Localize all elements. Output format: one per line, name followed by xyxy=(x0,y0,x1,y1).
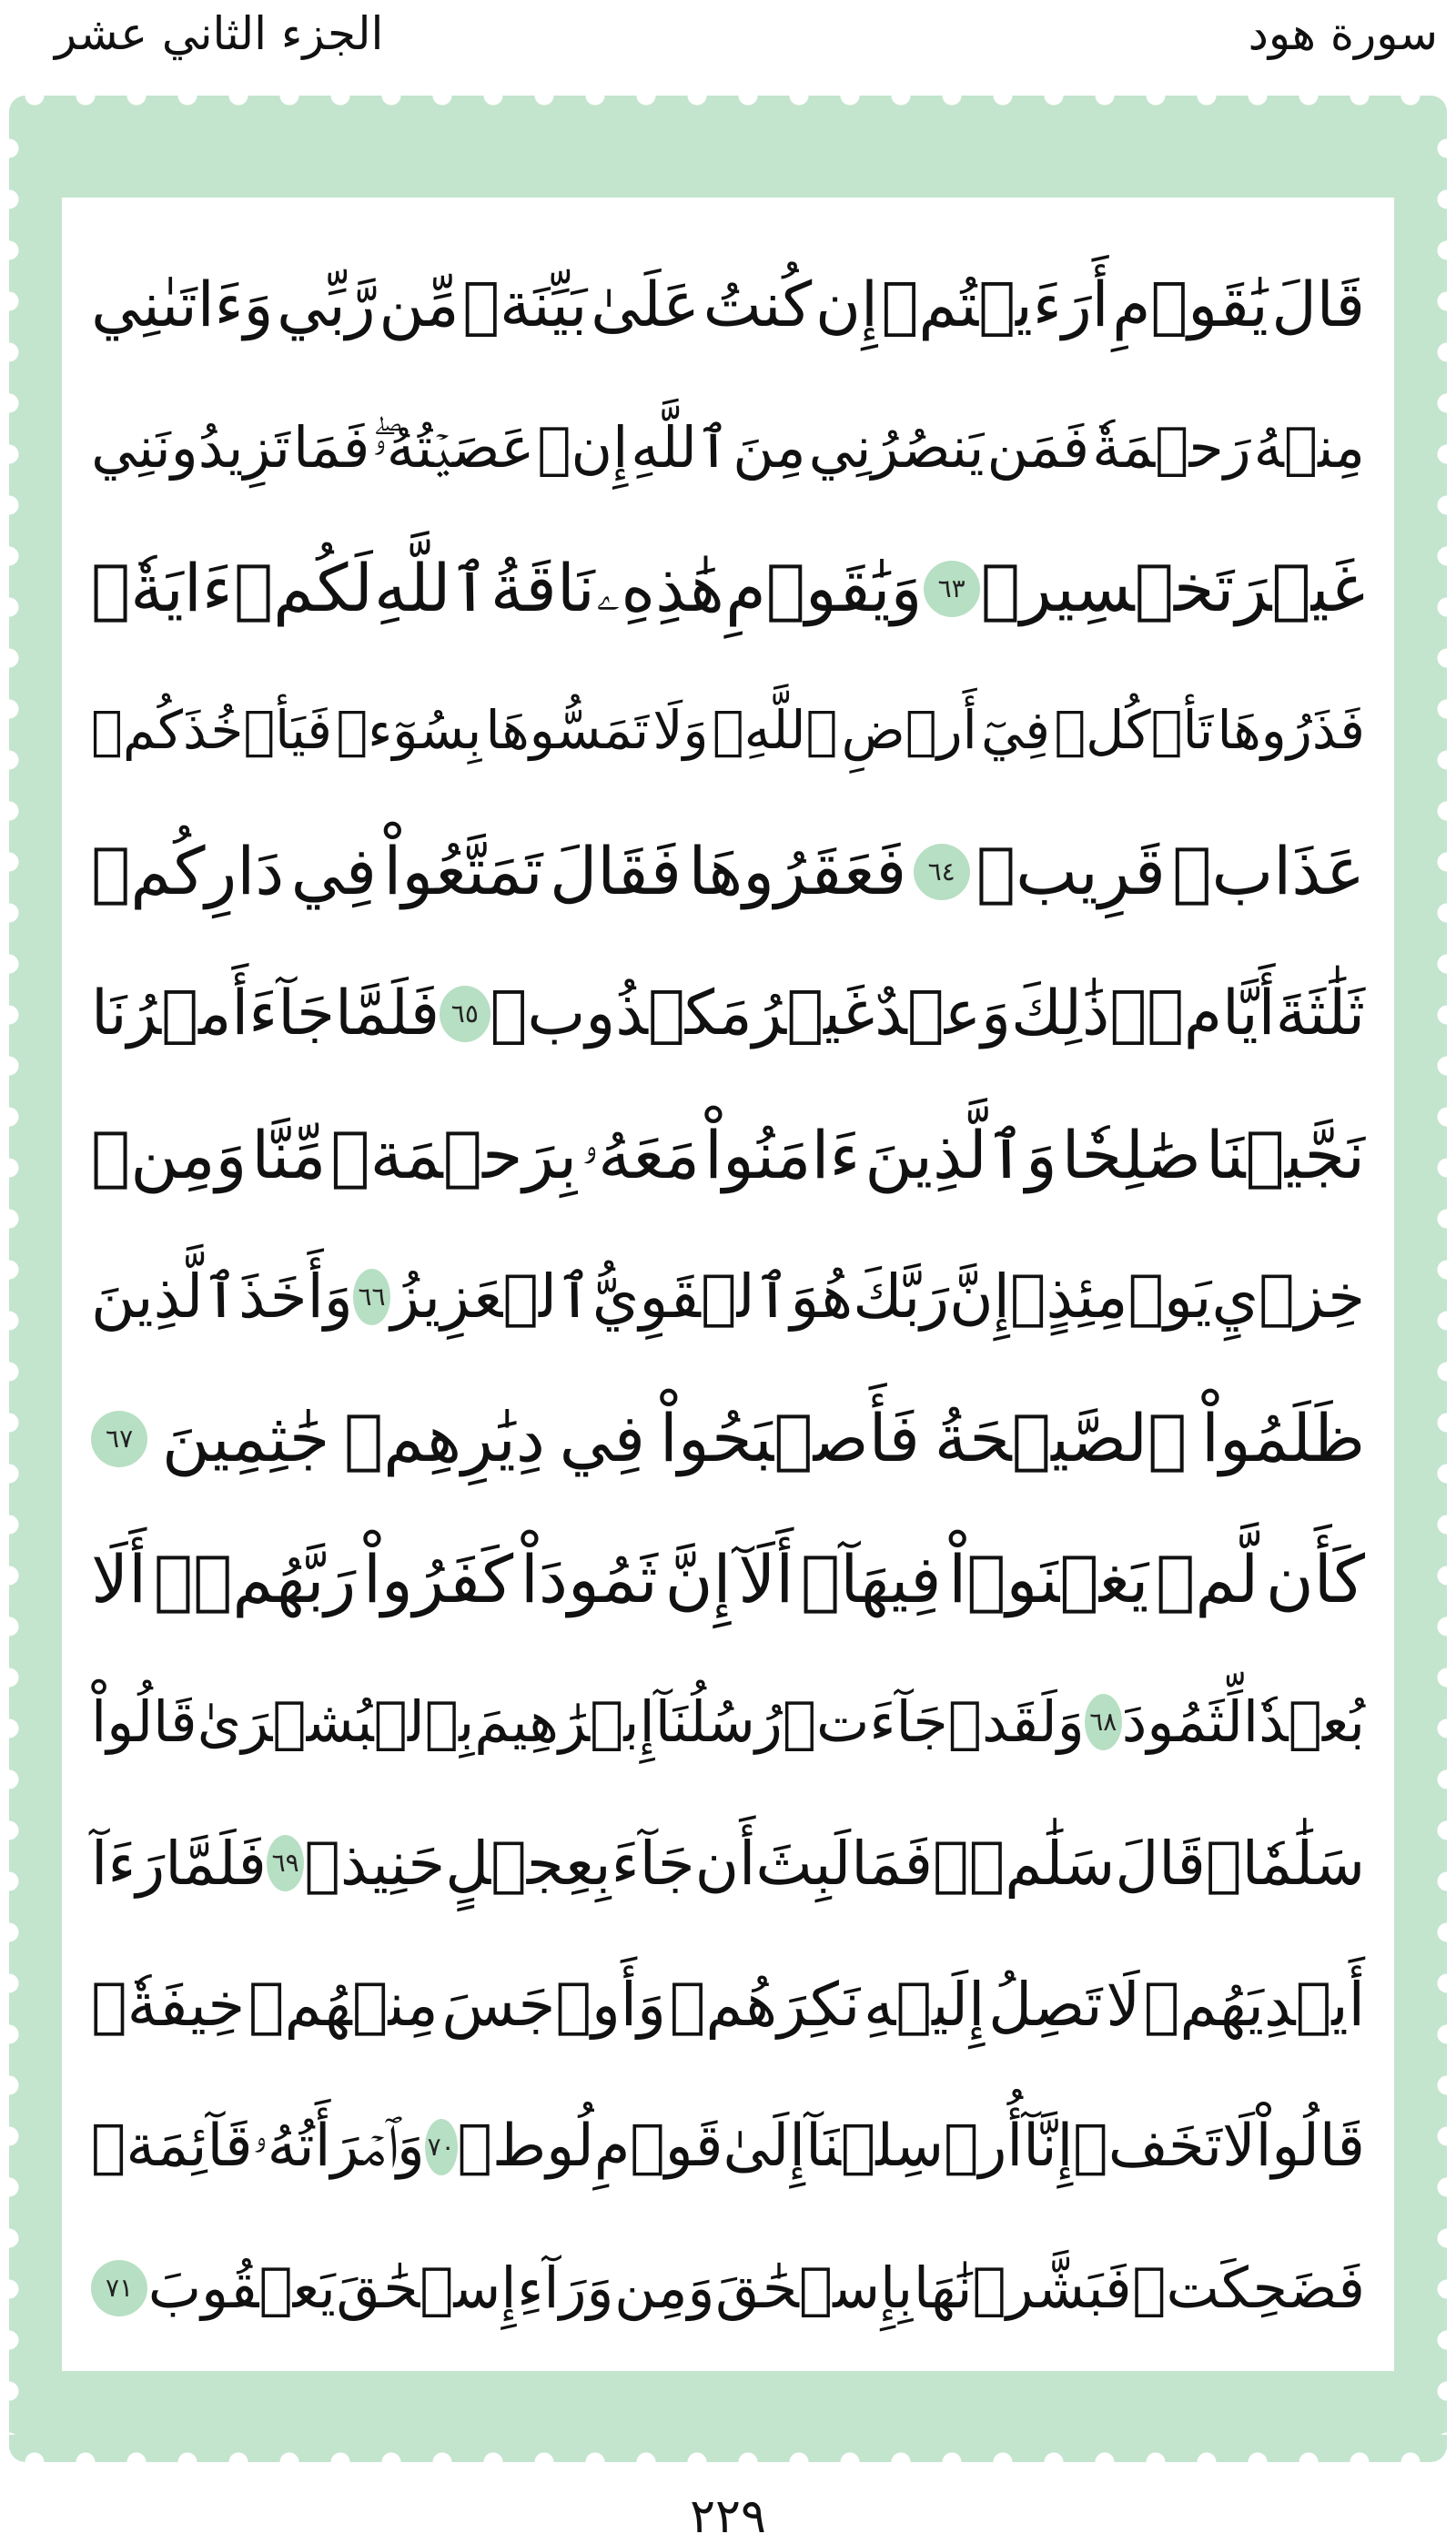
word: قَرِيبٞ xyxy=(976,833,1166,910)
word: سَلَٰمٗاۖ xyxy=(1205,1828,1365,1899)
word: إِنۡ xyxy=(537,413,629,481)
word: فَمَن xyxy=(986,413,1090,481)
word: يَٰقَوۡمِ xyxy=(1112,269,1269,341)
word: وَرَآءِ xyxy=(517,2255,614,2322)
word: ٱللَّهِۖ xyxy=(712,698,838,761)
word: بَيِّنَةٖ xyxy=(462,269,588,341)
word: لَكُمۡ xyxy=(233,550,373,627)
juz-title: الجزء الثاني عشر xyxy=(55,7,384,60)
word: أَن xyxy=(694,1828,756,1899)
word: وَأَوۡجَسَ xyxy=(441,1970,667,2041)
text-line xyxy=(91,1651,1365,1793)
word: مِنۡهُ xyxy=(1253,413,1365,481)
word: لَا xyxy=(1222,2112,1256,2180)
word: ثَلَٰثَةَ xyxy=(1275,977,1365,1049)
word: فَضَحِكَتۡ xyxy=(1132,2255,1365,2322)
word: وَعۡدٌ xyxy=(875,977,1011,1049)
word: ٱللَّهِ xyxy=(631,413,731,481)
word: يَغۡنَوۡاْ xyxy=(948,1541,1149,1618)
ayah-number-marker: ٦٨ xyxy=(1085,1694,1122,1750)
word: رَحۡمَةٗ xyxy=(1092,413,1251,481)
word: أَرَءَيۡتُمۡ xyxy=(881,269,1109,341)
word: عَذَابٞ xyxy=(1172,833,1365,910)
word: ذَٰلِكَ xyxy=(1011,977,1110,1049)
word: مِنَ xyxy=(733,413,806,481)
text-line xyxy=(91,377,1365,519)
word: ءَامَنُواْ xyxy=(703,1116,861,1193)
word: أَمۡرُنَا xyxy=(91,977,249,1049)
word: قَالَ xyxy=(1271,269,1365,341)
word: إِسۡحَٰقَ xyxy=(336,2255,517,2322)
word: تَزِيدُونَنِي xyxy=(91,413,290,481)
word: كَفَرُواْ xyxy=(362,1541,514,1618)
word: فِيهَآۗ xyxy=(801,1541,942,1618)
word: ظَلَمُواْ xyxy=(1201,1399,1365,1476)
word: فَعَقَرُوهَا xyxy=(688,833,907,910)
word: تَخۡسِيرٖ xyxy=(980,550,1235,627)
word: تَأۡكُلۡ xyxy=(1054,698,1214,761)
text-line xyxy=(91,660,1365,802)
ayah-number-marker: ٦٤ xyxy=(914,844,970,900)
word: حَنِيذٖ xyxy=(304,1828,446,1899)
word: أَيۡدِيَهُمۡ xyxy=(1143,1970,1365,2041)
word: ٱلۡقَوِيُّ xyxy=(592,1262,791,1333)
ayah-number-marker: ٦٩ xyxy=(267,1835,304,1891)
word: وَٱلَّذِينَ xyxy=(864,1116,1057,1193)
word: خِيفَةٗۚ xyxy=(91,1970,246,2041)
word: وَمِنۡ xyxy=(91,1116,248,1193)
text-line xyxy=(91,1793,1365,1935)
word: ٱللَّهِ xyxy=(374,550,490,627)
word: وَءَاتَىٰنِي xyxy=(91,269,274,341)
word: وَلَا xyxy=(652,698,709,761)
word: مَكۡذُوبٖ xyxy=(490,977,753,1049)
word: لَبِثَ xyxy=(755,1828,852,1899)
word: مِّن xyxy=(379,269,460,341)
word: دِيَٰرِهِمۡ xyxy=(343,1399,545,1476)
word: قَوۡمِ xyxy=(593,2112,723,2180)
word: هَٰذِهِۦ xyxy=(596,550,724,627)
word: وَمِن xyxy=(614,2255,715,2322)
word: قَالَ xyxy=(1115,1828,1206,1899)
word: خِزۡيِ xyxy=(1211,1262,1365,1333)
word: بِإِسۡحَٰقَ xyxy=(715,2255,914,2322)
word: لَّمۡ xyxy=(1156,1541,1259,1618)
word: فَلَمَّا xyxy=(335,977,440,1049)
text-line xyxy=(91,1085,1365,1227)
word: لَا xyxy=(1106,1970,1141,2041)
word: يَنصُرُنِي xyxy=(808,413,985,481)
word: أَرۡضِ xyxy=(841,698,977,761)
ayah-number-marker: ٦٥ xyxy=(440,986,490,1042)
word: إِنَّآ xyxy=(1023,2112,1074,2180)
word: رُسُلُنَآ xyxy=(654,1688,783,1755)
word: لِّثَمُودَ xyxy=(1121,1688,1243,1755)
word: تَمَسُّوهَا xyxy=(485,698,650,761)
word: يَوۡمِئِذٍۚ xyxy=(1009,1262,1212,1333)
quran-text xyxy=(91,235,1365,2359)
word: أَيَّامٖۖ xyxy=(1109,977,1276,1049)
word: سَلَٰمٞۖ xyxy=(933,1828,1116,1899)
word: أُرۡسِلۡنَآ xyxy=(805,2112,1024,2180)
text-line xyxy=(91,801,1365,943)
text-line xyxy=(91,1368,1365,1510)
word: بِرَحۡمَةٖ xyxy=(330,1116,578,1193)
text-line xyxy=(91,1934,1365,2076)
word: غَيۡرَ xyxy=(1235,550,1365,627)
word: تَصِلُ xyxy=(988,1970,1103,2041)
ayah-number-marker: ٦٧ xyxy=(91,1411,147,1467)
word: لُوطٖ xyxy=(457,2112,594,2180)
ayah-number-marker: ٦٦ xyxy=(353,1269,391,1325)
word: فَأَصۡبَحُواْ xyxy=(659,1399,920,1476)
word: بِٱلۡبُشۡرَىٰ xyxy=(197,1688,475,1755)
word: ثَمُودَاْ xyxy=(520,1541,658,1618)
word: بُعۡدٗا xyxy=(1242,1688,1365,1755)
word: فَذَرُوهَا xyxy=(1217,698,1365,761)
ayah-number-marker: ٦٣ xyxy=(924,561,980,617)
word: ٱلَّذِينَ xyxy=(91,1262,239,1333)
word: أَلَآ xyxy=(738,1541,794,1618)
word: فِي xyxy=(559,1399,646,1476)
text-line xyxy=(91,2076,1365,2218)
word: تَمَتَّعُواْ xyxy=(383,833,543,910)
word: نَجَّيۡنَا xyxy=(1205,1116,1365,1193)
word: بِعِجۡلٍ xyxy=(445,1828,612,1899)
text-line xyxy=(91,2217,1365,2359)
word: رَّبِّي xyxy=(277,269,376,341)
word: إِنَّ xyxy=(664,1541,732,1618)
word: يَعۡقُوبَ xyxy=(147,2255,336,2322)
word: تَخَفۡ xyxy=(1073,2112,1223,2180)
word: جَآءَ xyxy=(611,1828,695,1899)
word: عَصَيۡتُهُۥۖ xyxy=(372,413,535,481)
text-line xyxy=(91,1226,1365,1368)
word: فَيَأۡخُذَكُمۡ xyxy=(91,698,333,761)
word: قَالُواْ xyxy=(1255,2112,1365,2180)
word: ٱلصَّيۡحَةُ xyxy=(934,1399,1188,1476)
word: أَلَا xyxy=(91,1541,147,1618)
word: وَأَخَذَ xyxy=(238,1262,353,1333)
frame-border-right xyxy=(1434,123,1447,2435)
word: بِسُوٓءٖ xyxy=(336,698,482,761)
word: هُوَ xyxy=(790,1262,854,1333)
word: إِلَيۡهِ xyxy=(864,1970,986,2041)
word: وَٱمۡرَأَتُهُۥ xyxy=(252,2112,425,2180)
text-line xyxy=(91,518,1365,660)
word: مَعَهُۥ xyxy=(581,1116,701,1193)
word: فَلَمَّا xyxy=(165,1828,267,1899)
frame-border-left xyxy=(9,123,22,2435)
word: إِبۡرَٰهِيمَ xyxy=(474,1688,655,1755)
word: فَمَا xyxy=(292,413,370,481)
word: رَءَآ xyxy=(91,1828,166,1899)
word: فَبَشَّرۡنَٰهَا xyxy=(913,2255,1132,2322)
word: دَارِكُمۡ xyxy=(91,833,285,910)
word: ءَايَةٗۖ xyxy=(91,550,233,627)
word: وَيَٰقَوۡمِ xyxy=(725,550,923,627)
word: جَٰثِمِينَ xyxy=(161,1399,330,1476)
word: غَيۡرُ xyxy=(752,977,875,1049)
word: كَأَن xyxy=(1265,1541,1365,1618)
word: نَكِرَهُمۡ xyxy=(669,1970,861,2041)
word: إِنَّ xyxy=(949,1262,1010,1333)
word: مِنۡهُمۡ xyxy=(248,1970,439,2041)
ayah-number-marker: ٧١ xyxy=(91,2260,147,2316)
word: صَٰلِحٗا xyxy=(1061,1116,1201,1193)
word: إِن xyxy=(815,269,878,341)
word: فَمَا xyxy=(851,1828,934,1899)
text-line xyxy=(91,235,1365,377)
word: فِي xyxy=(290,833,378,910)
word: فَقَالَ xyxy=(549,833,682,910)
surah-title: سورة هود xyxy=(1248,7,1438,60)
text-line xyxy=(91,1509,1365,1651)
page-number: ٢٢٩ xyxy=(690,2489,766,2544)
word: جَآءَ xyxy=(248,977,336,1049)
word: قَالُواْ xyxy=(91,1688,197,1755)
word: إِلَىٰ xyxy=(723,2112,806,2180)
word: فِيٓ xyxy=(980,698,1051,761)
word: رَبَّهُمۡۗ xyxy=(153,1541,357,1618)
word: مِّنَّا xyxy=(251,1116,327,1193)
ayah-number-marker: ٧٠ xyxy=(425,2119,458,2175)
word: رَبَّكَ xyxy=(853,1262,950,1333)
text-line xyxy=(91,943,1365,1085)
word: ٱلۡعَزِيزُ xyxy=(390,1262,592,1333)
word: قَآئِمَةٞ xyxy=(91,2112,253,2180)
word: وَلَقَدۡ xyxy=(947,1688,1085,1755)
word: نَاقَةُ xyxy=(490,550,595,627)
word: عَلَىٰ xyxy=(591,269,700,341)
word: جَآءَتۡ xyxy=(782,1688,948,1755)
word: كُنتُ xyxy=(703,269,813,341)
